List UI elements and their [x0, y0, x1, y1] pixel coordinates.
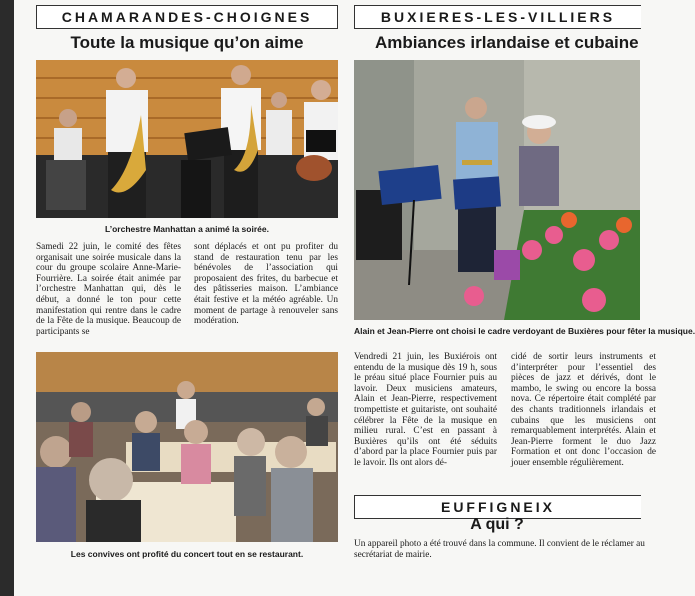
- left-body-column-1: Samedi 22 juin, le comité des fêtes organisait une soirée musicale dans la cour du groupe scolaire Anne-Marie-Fourrière. La soirée était animée par l’orchestre Manhattan qui, dès le début, a donné le ton pour cette manifestation qui rentre dans le cadre de la Fête de la musique. Beaucoup de participants se: [36, 242, 181, 337]
- brief-body: Un appareil photo a été trouvé dans la commune. Il convient de le réclamer au secrétariat de mairie.: [354, 539, 645, 560]
- photo-orchestra: [36, 60, 338, 218]
- headline-a-qui: A qui ?: [470, 516, 524, 533]
- left-body-column-2: sont déplacés et ont pu profiter du stand de restauration tenu par les bénévoles de l’association qui proposaient des frites, du barbecue et des pâtisseries maison. L’ambiance était festive et la météo agréable. Un moment de partage à renouveler sans modération.: [194, 242, 338, 327]
- right-body-column-2-clip: [511, 352, 656, 484]
- headline-toute-la-musique: Toute la musique qu’on aime: [70, 33, 304, 52]
- section-label-buxieres: BUXIERES-LES-VILLIERS: [354, 5, 641, 29]
- caption-duo: Alain et Jean-Pierre ont choisi le cadre verdoyant de Buxières pour fêter la musique.: [354, 326, 695, 336]
- section-label-euffigneix: EUFFIGNEIX: [354, 495, 641, 519]
- section-label-chamarandes: CHAMARANDES-CHOIGNES: [36, 5, 338, 29]
- headline-ambiances: Ambiances irlandaise et cubaine: [375, 33, 639, 52]
- right-body-column-2: cidé de sortir leurs instruments et d’interpréter pour l’essentiel des pièces de jazz et dérivés, dont le mambo, le swing ou encore la bossa nova. Ce répertoire était complété par des chants traditionnels irlandais et cubains que les musiciens ont remarquablement interprétés. Alain et Jean-Pierre forment le duo Jazz Formation et ont donc l’occasion de jouer ensemble régulièrement.: [511, 352, 656, 468]
- photo-diners: [36, 352, 338, 542]
- photo-duo-musicians: [354, 60, 640, 320]
- caption-orchestra: L’orchestre Manhattan a animé la soirée.: [105, 224, 269, 234]
- page-edge: [0, 0, 14, 596]
- right-body-column-1: Vendredi 21 juin, les Buxiérois ont entendu de la musique dès 19 h, sous le préau situé place Fournier puis au lavoir. Deux musiciens amateurs, Alain et Jean-Pierre, respectivement trompettiste et guitariste, ont souhaité célébrer la Fête de la musique en milieu rural. C’est en passant à Buxières qu’ils ont été séduits d’abord par la place Fournier puis par le lavoir. Ils ont alors dé-: [354, 352, 497, 468]
- caption-diners: Les convives ont profité du concert tout en se restaurant.: [70, 549, 304, 559]
